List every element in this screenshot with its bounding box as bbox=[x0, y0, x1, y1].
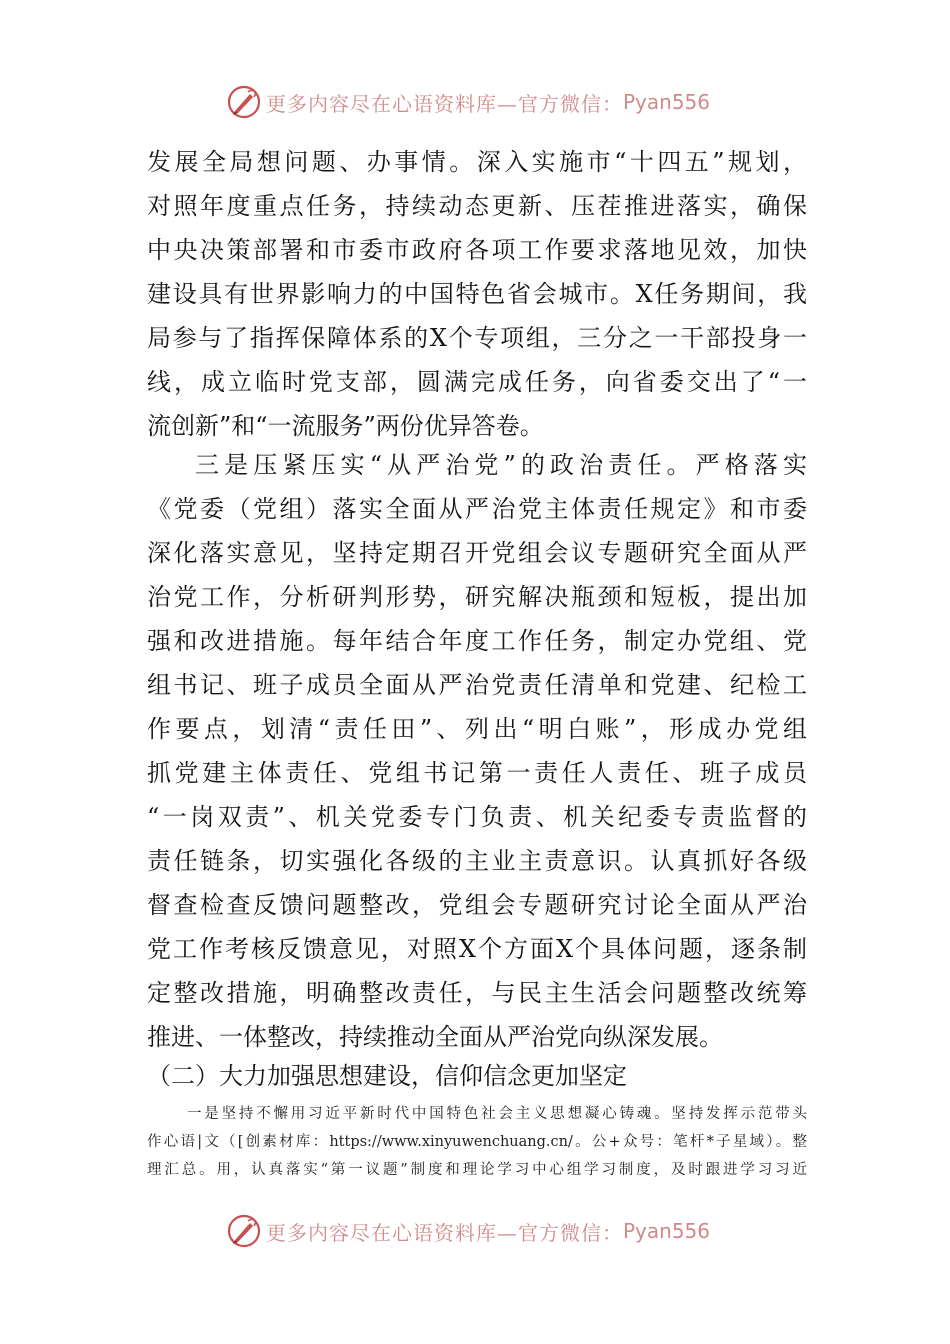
section-heading: （二）大力加强思想建设，信仰信念更加坚定 bbox=[147, 1062, 627, 1090]
text-line: 对照年度重点任务，持续动态更新、压茬推进落实，确保 bbox=[147, 192, 807, 220]
text-line: 流创新”和“一流服务”两份优异答卷。 bbox=[147, 412, 544, 440]
text-line: 局参与了指挥保障体系的X个专项组，三分之一干部投身一 bbox=[147, 324, 807, 352]
text-line: 督查检查反馈问题整改，党组会专题研究讨论全面从严治 bbox=[147, 891, 807, 919]
text-line: 抓党建主体责任、党组书记第一责任人责任、班子成员 bbox=[147, 759, 807, 787]
text-line: 治党工作，分析研判形势，研究解决瓶颈和短板，提出加 bbox=[147, 583, 807, 611]
text-line: “一岗双责”、机关党委专门负责、机关纪委专责监督的 bbox=[147, 803, 807, 831]
text-line: 深化落实意见，坚持定期召开党组会议专题研究全面从严 bbox=[147, 539, 807, 567]
text-line: 建设具有世界影响力的中国特色省会城市。X任务期间，我 bbox=[147, 280, 807, 308]
banner-wechat-id: Pyan556 bbox=[623, 90, 711, 114]
paragraph-2 bbox=[147, 443, 807, 1059]
text-line: 作要点，划清“责任田”、列出“明白账”，形成办党组 bbox=[147, 715, 807, 743]
pen-logo-icon bbox=[226, 84, 262, 120]
text-line: 定整改措施，明确整改责任，与民主生活会问题整改统筹 bbox=[147, 979, 807, 1007]
banner-text: 更多内容尽在心语资料库—官方微信： bbox=[266, 91, 623, 116]
text-line: 组书记、班子成员全面从严治党责任清单和党建、纪检工 bbox=[147, 671, 807, 699]
watermark-banner-top bbox=[226, 82, 746, 122]
text-line: 一是坚持不懈用习近平新时代中国特色社会主义思想凝心铸魂。坚持发挥示范带头 bbox=[187, 1106, 807, 1122]
text-line: 党工作考核反馈意见，对照X个方面X个具体问题，逐条制 bbox=[147, 935, 807, 963]
text-line: 《党委（党组）落实全面从严治党主体责任规定》和市委 bbox=[147, 495, 807, 523]
text-line: 发展全局想问题、办事情。深入实施市“十四五”规划， bbox=[147, 148, 807, 176]
text-line: 强和改进措施。每年结合年度工作任务，制定办党组、党 bbox=[147, 627, 807, 655]
text-line: 线，成立临时党支部，圆满完成任务，向省委交出了“一 bbox=[147, 368, 807, 396]
watermark-banner-bottom bbox=[226, 1211, 746, 1251]
pen-logo-icon bbox=[226, 1213, 262, 1249]
text-line: 三是压紧压实“从严治党”的政治责任。严格落实 bbox=[195, 451, 807, 479]
paragraph-1 bbox=[147, 140, 807, 448]
text-line: 中央决策部署和市委市政府各项工作要求落地见效，加快 bbox=[147, 236, 807, 264]
text-line: 作心语|文（[创素材库：https://www.xinyuwenchuang.cn/。公+众号：笔杆*子星域）。整 bbox=[147, 1134, 807, 1150]
text-line: 责任链条，切实强化各级的主业主责意识。认真抓好各级 bbox=[147, 847, 807, 875]
banner-wechat-id: Pyan556 bbox=[623, 1219, 711, 1243]
banner-text: 更多内容尽在心语资料库—官方微信： bbox=[266, 1220, 623, 1245]
text-line: 推进、一体整改，持续推动全面从严治党向纵深发展。 bbox=[147, 1023, 723, 1051]
small-paragraph bbox=[147, 1100, 807, 1184]
text-line: 理汇总。用，认真落实“第一议题”制度和理论学习中心组学习制度，及时跟进学习习近 bbox=[147, 1162, 807, 1178]
